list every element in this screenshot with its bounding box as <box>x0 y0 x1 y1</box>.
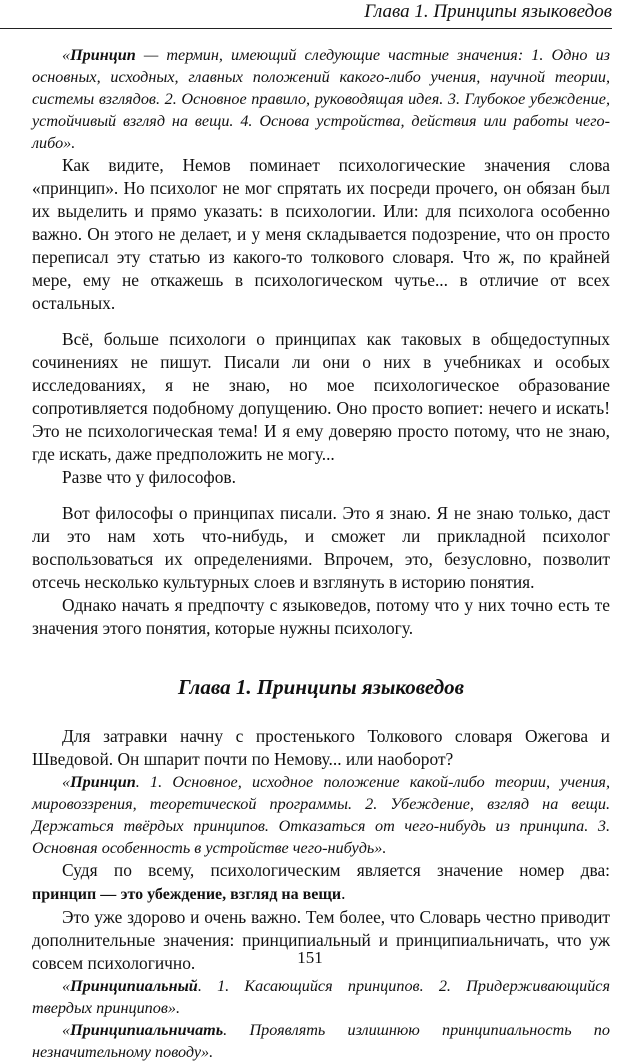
paragraph-text: Судя по всему, психологическим является значение номер два: <box>62 860 610 880</box>
paragraph: Для затравки начну с простенького Толкового словаря Ожегова и Шведовой. Он шпарит почти по Немову... или наоборот? <box>32 726 610 769</box>
quote-open: « <box>62 977 71 995</box>
quote-open: « <box>62 773 71 791</box>
paragraph: Вот философы о принципах писали. Это я знаю. Я не знаю только, даст ли это нам хоть что-нибудь, и сможет ли прикладной психолог воспользоваться их определениями. Впрочем, это, безусловно, позволит отсечь несколько культурных слоев и взглянуть в историю понятия. <box>32 503 610 592</box>
quote-open: « <box>62 46 71 64</box>
definition-term: Принципиальничать <box>70 1021 224 1039</box>
definition-term: Принцип <box>70 773 136 791</box>
definition-principled <box>32 975 610 1019</box>
paragraph: Однако начать я предпочту с языковедов, потому что у них точно есть те значения этого понятия, которые нужны психологу. <box>32 595 610 638</box>
paragraph: Всё, больше психологи о принципах как таковых в общедоступных сочинениях не пишут. Писали ли они о них в учебниках и особых исследованиях, я не знаю, но мое психологическое образование сопротивляется подобному допущению. Оно просто вопиет: нечего и искать! Это не психологическая тема! И я ему доверяю просто потому, что не знаю, где искать, даже предположить не могу... <box>32 329 610 464</box>
definition-principle-nemov <box>32 44 610 154</box>
definition-text: . Проявлять излишнюю принципиальность по незначительному поводу». <box>32 1021 610 1061</box>
emphasis-text: это убеждение, взгляд на вещи <box>120 886 342 903</box>
paragraph: Это уже здорово и очень важно. Тем более, что Словарь честно приводит дополнительные значения: принципиальный и принципиальничать, что уж совсем психологично. <box>32 907 610 973</box>
paragraph: Как видите, Немов поминает психологические значения слова «принцип». Но психолог не мог спрятать их посреди прочего, он обязан был их выделить и прямо указать: в психологии. Или: для психолога особенно важно. Он этого не делает, и у меня складывается подозрение, что он просто переписал эту статью из какого-то толкового словаря. Что ж, по крайней мере, ему не откажешь в психологическом чутье... в отличие от всех остальных. <box>32 155 610 313</box>
definition-principle-verb <box>32 1019 610 1063</box>
definition-text: . 1. Касающийся принципов. 2. Придерживающийся твердых принципов». <box>32 977 610 1017</box>
page-body <box>32 44 610 1063</box>
paragraph: Разве что у философов. <box>62 467 236 487</box>
chapter-heading: Глава 1. Принципы языковедов <box>177 675 464 699</box>
definition-term: Принцип <box>70 46 136 64</box>
definition-principle-ozhegov <box>32 771 610 859</box>
definition-text: — термин, имеющий следующие частные значения: 1. Одно из основных, исходных, главных положений какого-либо учения, научной теории, системы взглядов. 2. Основное правило, руководящая идея. 3. Глубокое убеждение, устойчивый взгляд на вещи. 4. Основа устройства, действия или работы чего-либо». <box>32 46 610 152</box>
running-header: Глава 1. Принципы языковедов <box>0 0 612 29</box>
definition-term: Принципиальный <box>70 977 198 995</box>
paragraph-text: . <box>341 883 346 903</box>
emphasis-text: принцип — <box>32 886 117 903</box>
quote-open: « <box>62 1021 71 1039</box>
page-number: 151 <box>297 948 323 967</box>
definition-text: . 1. Основное, исходное положение какой-либо теории, учения, мировоззрения, теоретической программы. 2. Убеждение, взгляд на вещи. Держаться твёрдых принципов. Отказаться от чего-нибудь из принципа. 3. Основная особенность в устройстве чего-нибудь». <box>32 773 610 857</box>
paragraph <box>32 859 610 906</box>
